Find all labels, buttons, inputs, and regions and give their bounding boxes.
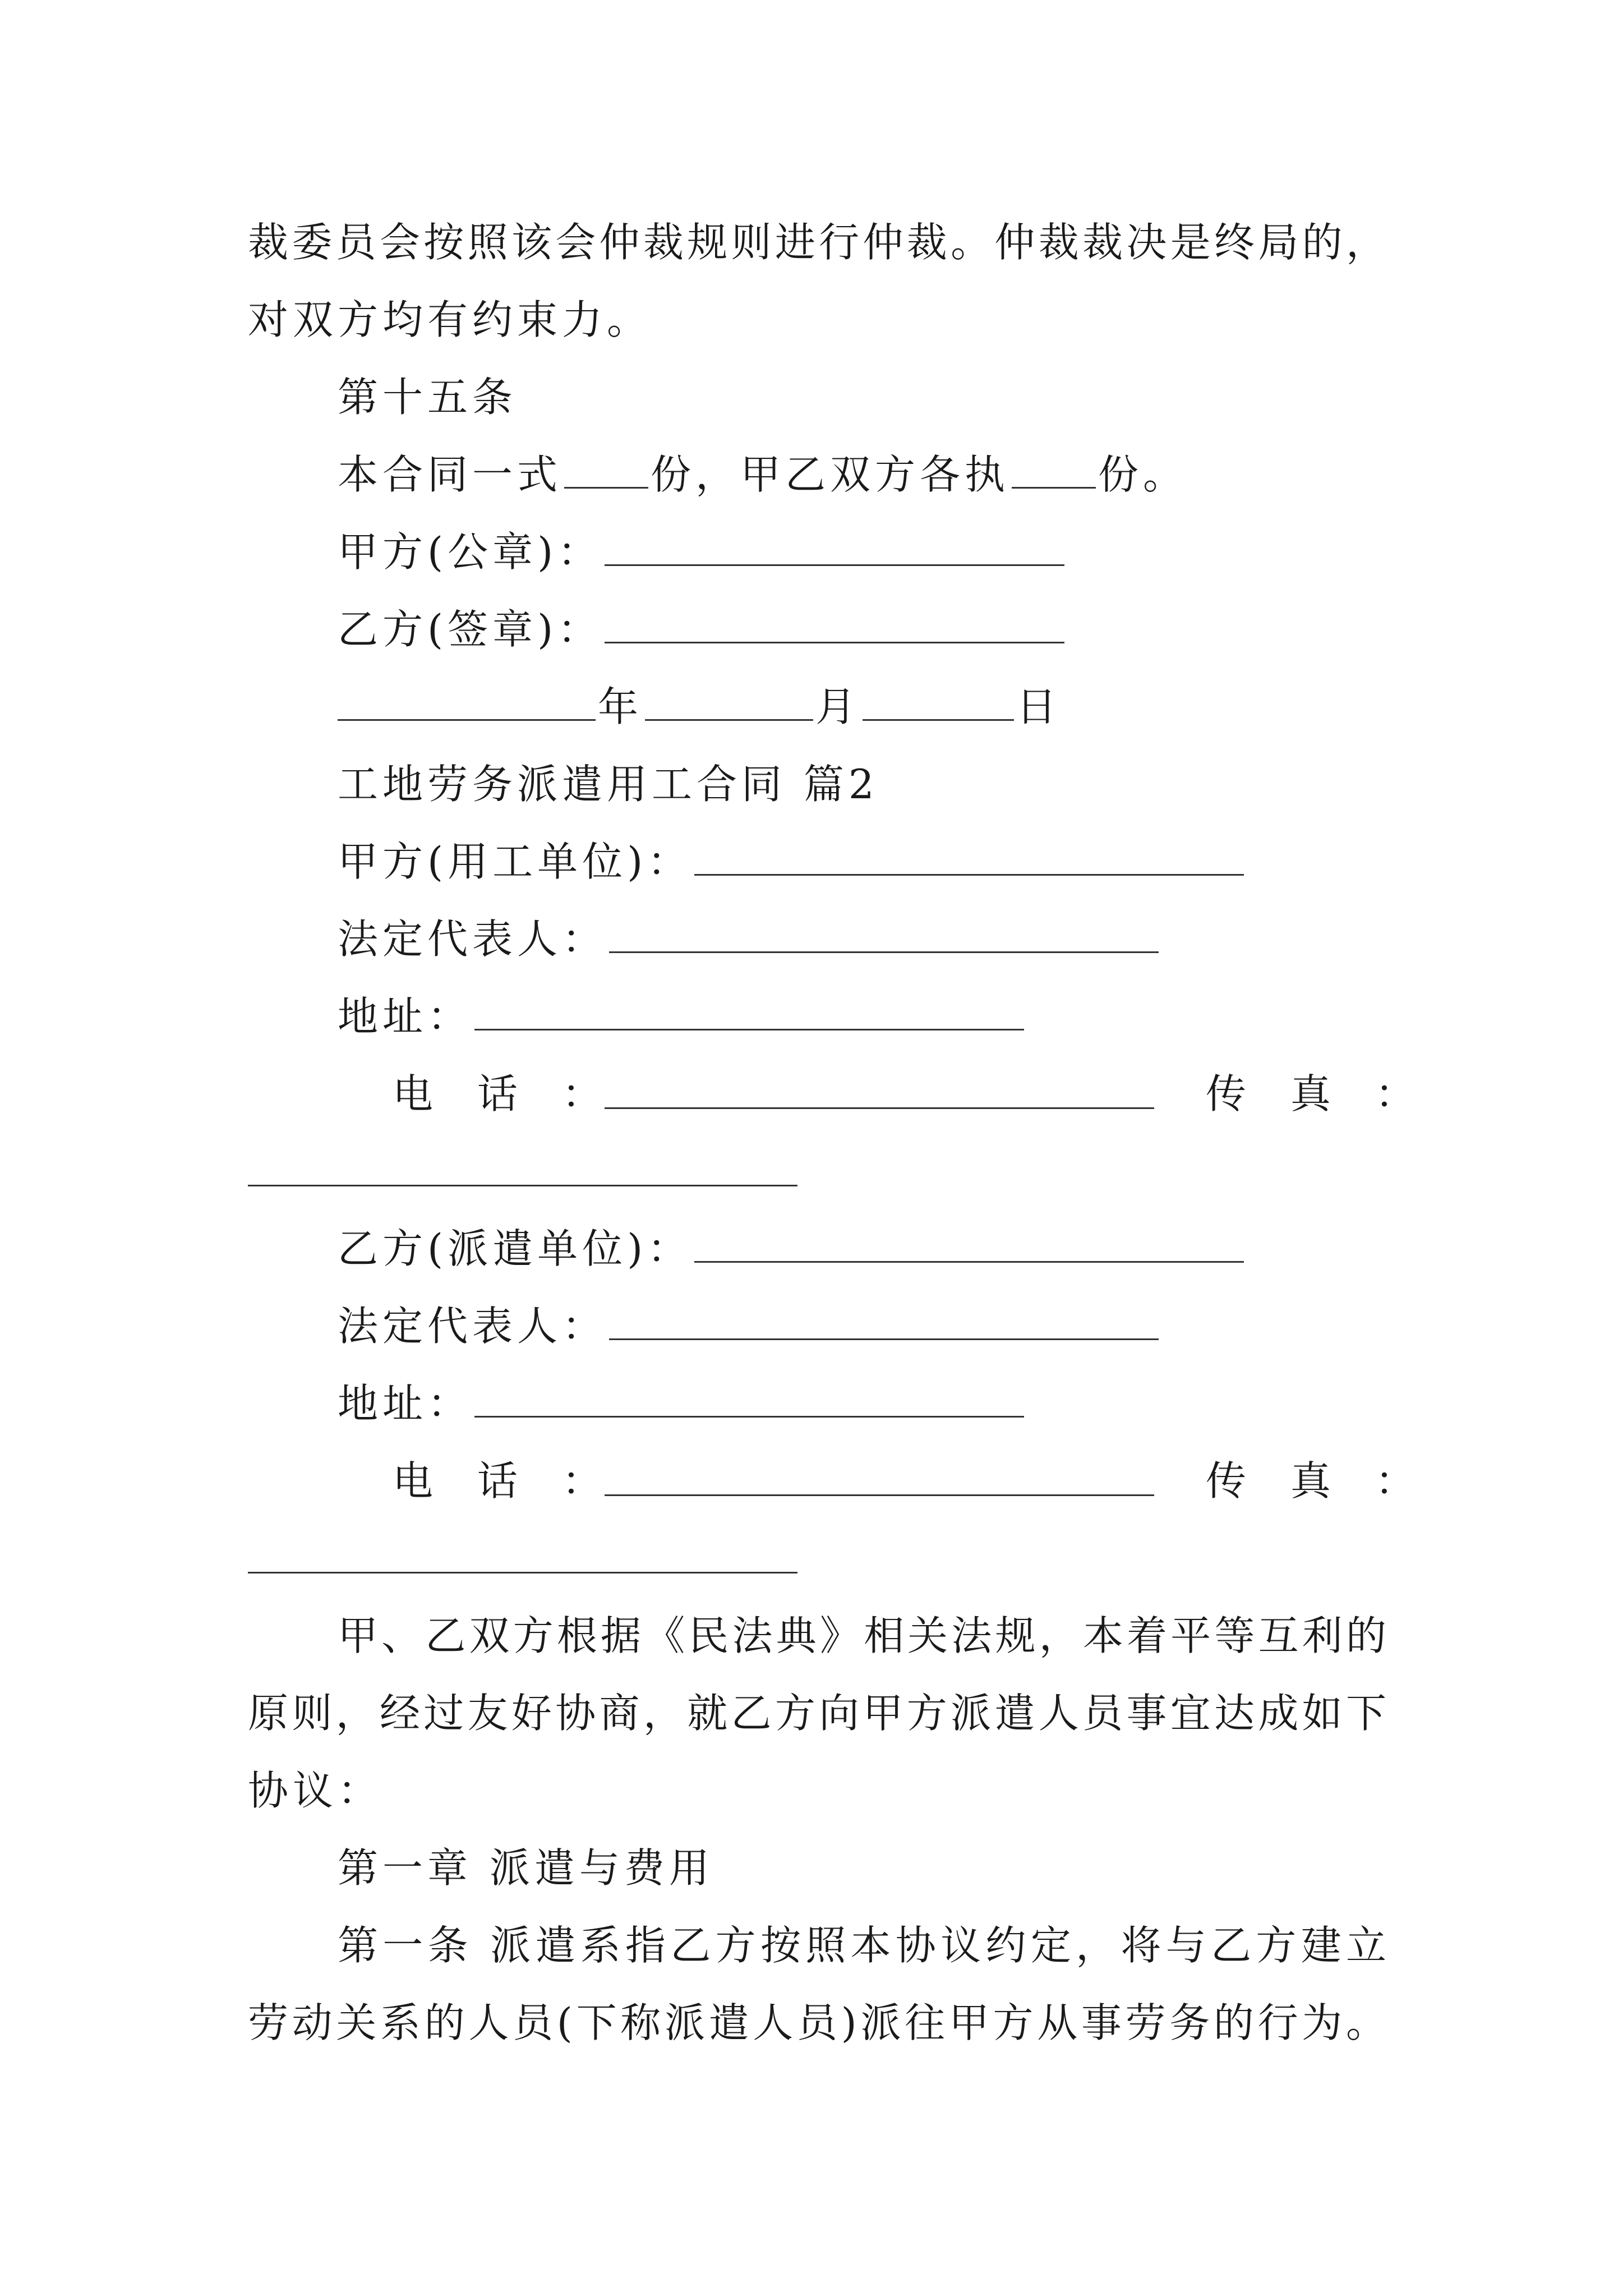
party-a-address-label: 地址： — [338, 993, 473, 1040]
party-b-phone-label: 电 话 ： — [393, 1457, 618, 1504]
party-a-seal-line — [338, 524, 1067, 580]
party-b-fax-label: 传 真 ： — [1206, 1457, 1431, 1504]
party-b-label: 乙方(派遣单位)： — [338, 1225, 693, 1272]
party-b-address-line — [338, 1375, 1026, 1432]
party-a-line — [338, 834, 1246, 890]
article-heading: 第十五条 — [338, 374, 518, 421]
party-b-address-label: 地址： — [338, 1380, 473, 1427]
paragraph-line: 劳动关系的人员(下称派遣人员)派往甲方从事劳务的行为。 — [248, 1999, 1386, 2046]
party-a-rep-line — [338, 911, 1161, 967]
paragraph-line: 对双方均有约束力。 — [248, 296, 652, 343]
date-line — [338, 679, 1061, 735]
year-label: 年 — [598, 683, 643, 730]
copies-each-blank[interactable] — [1012, 450, 1096, 489]
month-label: 月 — [815, 683, 861, 730]
party-b-fax-blank[interactable] — [248, 1572, 797, 1573]
party-a-blank[interactable] — [694, 837, 1244, 876]
year-blank[interactable] — [338, 682, 596, 721]
paragraph-line: 第一条 派遣系指乙方按照本协议约定，将与乙方建立 — [338, 1922, 1386, 1969]
chapter-heading: 第一章 派遣与费用 — [338, 1844, 714, 1892]
party-a-address-line — [338, 988, 1026, 1045]
copies-text-b: 份，甲乙双方各执 — [651, 451, 1010, 498]
contract-title: 工地劳务派遣用工合同 篇2 — [338, 761, 879, 808]
party-a-phone-label: 电 话 ： — [393, 1070, 618, 1117]
party-b-phone-blank[interactable] — [605, 1494, 1154, 1496]
party-b-rep-label: 法定代表人： — [338, 1303, 607, 1350]
paragraph-line: 裁委员会按照该会仲裁规则进行仲裁。仲裁裁决是终局的， — [248, 219, 1386, 266]
party-a-phone-blank[interactable] — [605, 1107, 1154, 1109]
party-a-seal-blank[interactable] — [605, 527, 1064, 566]
paragraph-line: 原则，经过友好协商，就乙方向甲方派遣人员事宜达成如下 — [248, 1690, 1386, 1737]
party-a-label: 甲方(用工单位)： — [338, 838, 693, 885]
paragraph-line: 协议： — [248, 1767, 383, 1814]
paragraph-line: 甲、乙双方根据《民法典》相关法规，本着平等互利的 — [338, 1612, 1386, 1659]
day-label: 日 — [1016, 683, 1062, 730]
party-b-rep-blank[interactable] — [609, 1301, 1159, 1340]
party-a-fax-label: 传 真 ： — [1206, 1070, 1431, 1117]
party-a-address-blank[interactable] — [474, 992, 1024, 1030]
month-blank[interactable] — [645, 682, 813, 721]
party-a-rep-label: 法定代表人： — [338, 915, 607, 963]
copies-text-c: 份。 — [1098, 451, 1188, 498]
party-b-blank[interactable] — [694, 1224, 1244, 1263]
copies-clause — [338, 447, 1188, 503]
party-a-fax-blank[interactable] — [248, 1185, 797, 1186]
party-b-seal-blank[interactable] — [605, 605, 1064, 643]
party-a-rep-blank[interactable] — [609, 914, 1159, 953]
party-b-seal-line — [338, 601, 1067, 657]
copies-total-blank[interactable] — [564, 450, 648, 489]
copies-text-a: 本合同一式 — [338, 451, 562, 498]
party-b-address-blank[interactable] — [474, 1379, 1024, 1418]
party-b-rep-line — [338, 1298, 1161, 1354]
day-blank[interactable] — [863, 682, 1014, 721]
party-a-seal-label: 甲方(公章)： — [338, 528, 603, 576]
party-b-line — [338, 1221, 1246, 1277]
party-b-seal-label: 乙方(签章)： — [338, 606, 603, 653]
